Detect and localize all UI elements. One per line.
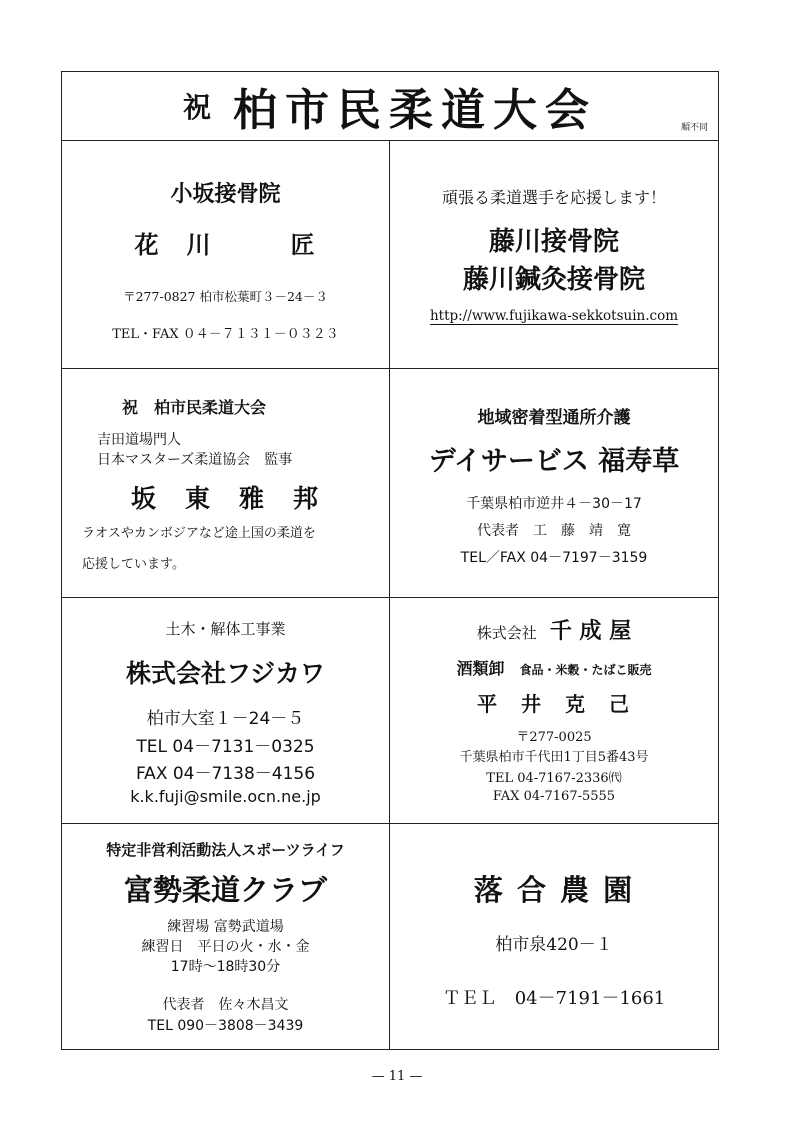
ad-fujikawa-company bbox=[62, 598, 389, 823]
ad-page-frame bbox=[61, 71, 719, 1050]
page-number: — 11 — bbox=[371, 1069, 423, 1084]
address: 柏市大室１－24－５ bbox=[146, 709, 305, 729]
club-name: 富勢柔道クラブ bbox=[123, 873, 327, 907]
owner-name: 平 井 克 己 bbox=[477, 692, 631, 716]
service-type: 地域密着型通所介護 bbox=[477, 408, 631, 428]
facility-name: デイサービス 福寿草 bbox=[428, 446, 680, 477]
address: 千葉県柏市千代田1丁目5番43号 bbox=[459, 750, 649, 765]
affiliation: 吉田道場門人 bbox=[97, 432, 181, 448]
order-note: 順不同 bbox=[680, 123, 708, 133]
ad-kosaka bbox=[62, 141, 389, 368]
ad-ochiai-farm bbox=[390, 824, 718, 1049]
address: 〒277-0827 柏市松葉町３－24－３ bbox=[123, 289, 328, 304]
description-cont: 応援しています。 bbox=[82, 557, 185, 572]
business-type: 土木・解体工事業 bbox=[165, 620, 286, 638]
ad-senseiya bbox=[390, 598, 718, 823]
congratulation-heading: 祝 柏市民柔道大会 bbox=[122, 398, 267, 417]
practice-days: 練習日 平日の火・水・金 bbox=[141, 939, 310, 955]
tel: TEL 090－3808－3439 bbox=[147, 1018, 304, 1034]
clinic-name: 小坂接骨院 bbox=[170, 182, 281, 207]
address: 千葉県柏市逆井４－30－17 bbox=[466, 496, 642, 512]
affiliation-role: 日本マスターズ柔道協会 監事 bbox=[97, 452, 293, 468]
email[interactable]: k.k.fuji@smile.ocn.ne.jp bbox=[130, 787, 321, 806]
tel-fax: TEL・FAX ０４－７１３１－０３２３ bbox=[112, 327, 339, 342]
clinic-name-secondary: 藤川鍼灸接骨院 bbox=[462, 265, 645, 295]
organization: 特定非営利活動法人スポーツライフ bbox=[106, 841, 345, 859]
address: 柏市泉420－１ bbox=[495, 935, 613, 955]
ad-fujikawa-clinic bbox=[390, 141, 718, 368]
tel: TEL 04－7131－0325 bbox=[136, 737, 315, 757]
ad-bando bbox=[62, 369, 389, 597]
practice-hours: 17時～18時30分 bbox=[170, 959, 281, 975]
person-name: 坂 東 雅 邦 bbox=[130, 484, 320, 513]
representative: 代表者 佐々木昌文 bbox=[162, 997, 289, 1013]
fax: FAX 04－7138－4156 bbox=[135, 764, 316, 784]
page-title: 柏市民柔道大会 bbox=[233, 85, 597, 136]
slogan: 頑張る柔道選手を応援します！ bbox=[441, 188, 666, 207]
celebrate-mark: 祝 bbox=[182, 91, 211, 124]
practice-place: 練習場 富勢武道場 bbox=[167, 919, 284, 935]
fax: FAX 04-7167-5555 bbox=[492, 789, 616, 804]
company-name: 千 成 屋 bbox=[549, 619, 632, 644]
clinic-name: 藤川接骨院 bbox=[488, 227, 619, 257]
tel: ＴＥＬ 04－7191－1661 bbox=[442, 988, 666, 1009]
farm-name: 落 合 農 園 bbox=[473, 873, 635, 907]
company-name: 株式会社フジカワ bbox=[125, 659, 325, 688]
description: ラオスやカンボジアなど途上国の柔道を bbox=[82, 526, 316, 541]
representative: 代表者 工 藤 靖 寛 bbox=[477, 523, 631, 539]
tel: TEL 04-7167-2336㈹ bbox=[486, 771, 622, 786]
company-prefix: 株式会社 bbox=[476, 624, 537, 642]
tel-fax: TEL／FAX 04－7197－3159 bbox=[460, 550, 648, 566]
business-category: 酒類卸 bbox=[456, 659, 505, 678]
ad-tomise-judo-club bbox=[62, 824, 389, 1049]
goods-list: 食品・米穀・たばこ販売 bbox=[519, 663, 652, 677]
postal-code: 〒277-0025 bbox=[516, 730, 592, 745]
ad-fukujuso bbox=[390, 369, 718, 597]
page-header bbox=[62, 72, 718, 140]
practitioner-name: 花 川 匠 bbox=[134, 231, 317, 259]
website-url[interactable]: http://www.fujikawa-sekkotsuin.com bbox=[429, 308, 679, 324]
